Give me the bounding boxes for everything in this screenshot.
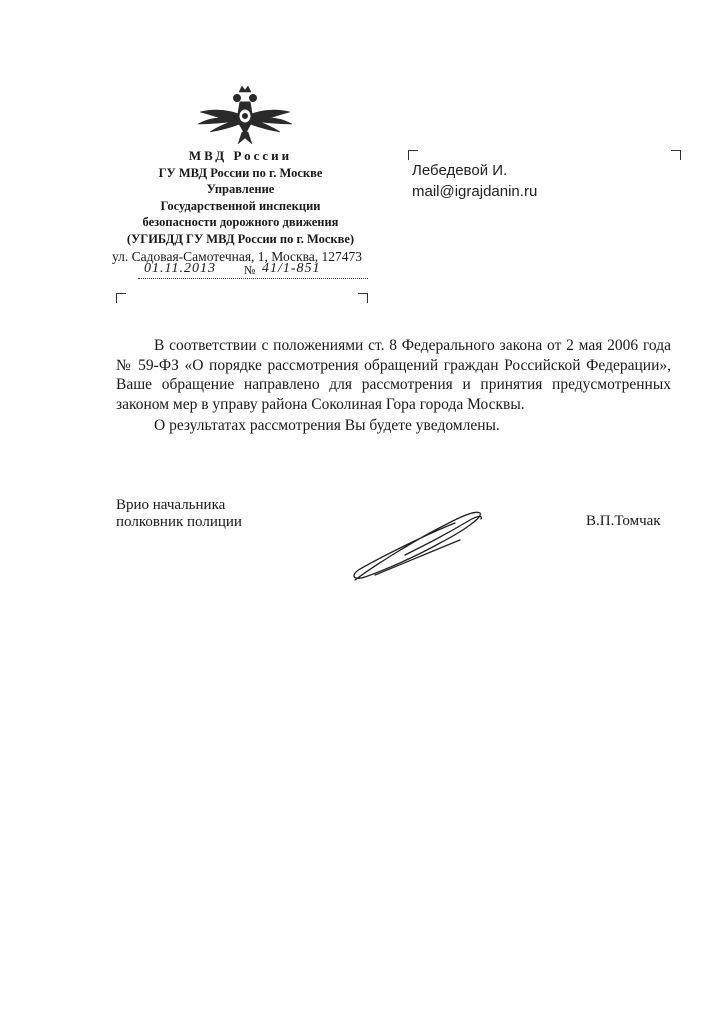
signatory-position-line-2: полковник полиции — [116, 514, 242, 530]
registration-number: 41/1-851 — [262, 261, 321, 276]
body-paragraph-1: В соответствии с положениями ст. 8 Федерального закона от 2 мая 2006 года № 59-ФЗ «О порядке рассмотрения обращений граждан Российской Федерации», Ваше обращение направлено для рассмотрения и принятия предусмотренных законом мер в управу района Соколиная Гора города Москвы. — [116, 337, 671, 413]
addressee-name: Лебедевой И. — [412, 162, 508, 179]
letterhead-inspection: Государственной инспекции — [160, 199, 321, 213]
registration-line — [138, 261, 374, 283]
signatory-position-line-1: Врио начальника — [116, 497, 226, 513]
corner-mark-top-right — [358, 293, 368, 303]
body-paragraph-2: О результатах рассмотрения Вы будете уведомлены. — [154, 417, 500, 434]
registration-number-label: № — [244, 263, 256, 277]
letterhead-ministry: МВД России — [188, 148, 293, 163]
registration-date: 01.11.2013 — [144, 261, 216, 276]
letterhead-road-safety: безопасности дорожного движения — [142, 215, 339, 229]
letterhead-department: Управление — [206, 182, 275, 196]
letterhead-main-directorate: ГУ МВД России по г. Москве — [158, 166, 323, 180]
signatory-name: В.П.Томчак — [586, 513, 661, 529]
registration-underline — [138, 278, 368, 279]
handwritten-signature — [345, 495, 495, 590]
addressee-email: mail@igrajdanin.ru — [412, 183, 538, 200]
addressee-corner-mark-right — [671, 150, 681, 160]
addressee-corner-mark-left — [408, 150, 418, 160]
letter-body — [116, 336, 671, 436]
double-headed-eagle-emblem-icon — [190, 82, 300, 150]
letterhead-address: ул. Садовая-Самотечная, 1, Москва, 127473 — [112, 249, 363, 264]
corner-mark-top-left — [116, 293, 126, 303]
letterhead-abbreviation: (УГИБДД ГУ МВД России по г. Москве) — [126, 232, 355, 246]
